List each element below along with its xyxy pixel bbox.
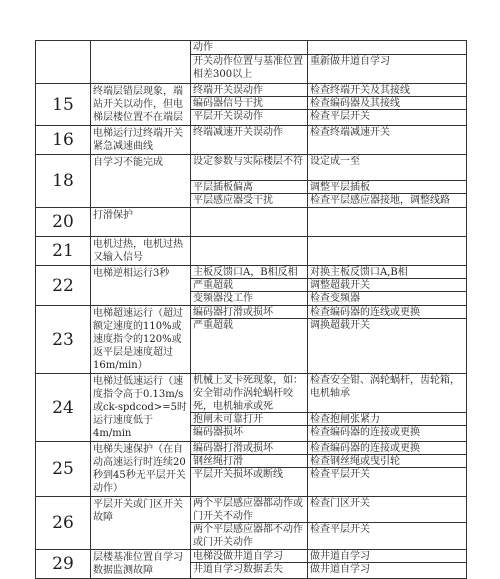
fix-cell: 调换超载开关 <box>310 320 370 331</box>
fix-cell: 检查安全钳、涡轮蜗杆，齿轮箱，电机轴承 <box>308 374 466 413</box>
table-row <box>36 237 466 266</box>
fix-column <box>308 208 466 236</box>
fault-number: 22 <box>36 266 91 305</box>
fix-cell <box>308 237 466 263</box>
fault-description: 电梯失速保护（在自动高速运行时连续20秒到45秒无平层开关动作） <box>91 442 191 496</box>
cause-column <box>191 442 308 496</box>
fix-cell: 检查变频器 <box>310 293 360 304</box>
cause-cell: 两个平层感应器都动作或门开关不动作 <box>191 497 307 523</box>
cause-cell: 钢丝绳打滑 <box>191 455 307 468</box>
cause-cell: 编码器损坏 <box>193 427 243 438</box>
fix-cell: 检查平层感应器接地，调整线路 <box>310 195 450 206</box>
table-row <box>36 126 466 155</box>
cause-cell: 两个平层感应器都不动作或门开关动作 <box>193 524 303 548</box>
fix-cell: 检查平层开关 <box>310 469 370 480</box>
fix-cell: 检查编码器的连接或更换 <box>308 442 466 455</box>
fix-cell: 调整平层插板 <box>308 181 466 194</box>
fix-column <box>308 155 466 207</box>
cause-column <box>191 550 308 578</box>
fix-column <box>308 306 466 373</box>
fault-number: 18 <box>36 155 91 207</box>
cause-cell: 设定参数与实际楼层不符 <box>191 155 307 181</box>
cause-cell: 主板反馈口A，B相反相 <box>191 266 307 279</box>
fault-number: 20 <box>36 208 91 236</box>
fault-description: 打滑保护 <box>91 208 191 236</box>
fix-column <box>308 550 466 578</box>
fix-column <box>308 266 466 305</box>
table-row <box>36 155 466 208</box>
cause-cell: 平层插板偏离 <box>191 181 307 194</box>
fault-description: 电梯运行过终端开关紧急减速曲线 <box>91 126 191 154</box>
fault-number: 25 <box>36 442 91 496</box>
fix-cell: 检查平层开关 <box>310 524 370 535</box>
cause-column <box>191 266 308 305</box>
cause-cell: 电梯没做井道自学习 <box>191 550 307 563</box>
fix-cell: 对换主板反馈口A,B相 <box>308 266 466 279</box>
fix-cell: 检查平层开关 <box>310 111 370 122</box>
cause-cell: 动作 <box>191 41 307 55</box>
fault-description: 电梯超速运行（超过额定速度的110%或速度指令的120%或返平层是速度超过16m/min） <box>91 306 191 373</box>
table-row <box>36 497 466 550</box>
fault-number: 29 <box>36 550 91 578</box>
cause-cell: 抱闸未可靠打开 <box>191 413 307 426</box>
cause-column <box>191 155 308 207</box>
cause-cell <box>191 237 307 263</box>
fault-number: 21 <box>36 237 91 265</box>
cause-column <box>191 306 308 373</box>
fix-column <box>308 237 466 265</box>
cause-cell: 编码器打滑或损坏 <box>191 442 307 455</box>
fault-description: 层楼基准位置自学习数据监测故障 <box>91 550 191 578</box>
fix-cell: 检查抱闸张紧力 <box>308 413 466 426</box>
fix-cell <box>308 208 466 236</box>
fault-description: 自学习不能完成 <box>91 155 191 207</box>
cause-cell: 终端减速开关误动作 <box>193 127 283 138</box>
fix-column <box>308 126 466 154</box>
cause-cell: 开关动作位置与基准位置相差300以上 <box>193 56 303 80</box>
fix-cell: 检查编码器的连接或更换 <box>310 427 420 438</box>
fix-cell: 重新做井道自学习 <box>310 56 390 67</box>
fix-cell: 检查终端减速开关 <box>310 127 390 138</box>
fault-description <box>91 41 191 83</box>
cause-cell: 终端开关误动作 <box>191 84 307 97</box>
cause-column <box>191 497 308 549</box>
cause-cell: 编码器打滑或损坏 <box>191 306 307 319</box>
fix-column <box>308 442 466 496</box>
cause-column <box>191 237 308 265</box>
fault-description: 平层开关或门区开关故障 <box>91 497 191 549</box>
fix-cell: 做井道自学习 <box>308 550 466 563</box>
table-row <box>36 306 466 374</box>
fix-column <box>308 41 466 83</box>
fix-column <box>308 497 466 549</box>
fix-cell: 做井道自学习 <box>310 564 370 575</box>
cause-column <box>191 84 308 125</box>
fix-cell: 检查编码器及其接线 <box>308 97 466 110</box>
fault-description: 电机过热，电机过热又输入信号 <box>91 237 191 265</box>
table-row <box>36 41 466 84</box>
cause-cell: 井道自学习数据丢失 <box>193 564 283 575</box>
cause-cell: 严重超载 <box>193 320 233 331</box>
fault-description: 电梯逆相运行3秒 <box>91 266 191 305</box>
cause-cell: 变频器没工作 <box>193 293 253 304</box>
fix-cell: 检查终端开关及其接线 <box>308 84 466 97</box>
fix-cell <box>308 41 466 55</box>
fault-number: 26 <box>36 497 91 549</box>
fix-cell: 设定成一至 <box>308 155 466 181</box>
table-row <box>36 84 466 126</box>
fault-description: 终端层错层现象，端站开关以动作，但电梯层楼位置不在端层 <box>91 84 191 125</box>
cause-column <box>191 126 308 154</box>
cause-cell: 机械上叉卡死现象，如：安全钳动作涡轮蜗杆咬死，电机轴承或死 <box>191 374 307 413</box>
table-row <box>36 442 466 497</box>
fix-column <box>308 374 466 441</box>
cause-cell <box>191 208 307 236</box>
cause-column <box>191 41 308 83</box>
fault-number: 24 <box>36 374 91 441</box>
fault-number: 23 <box>36 306 91 373</box>
fault-table <box>35 40 467 579</box>
table-row <box>36 266 466 306</box>
cause-column <box>191 208 308 236</box>
fix-cell: 检查门区开关 <box>308 497 466 523</box>
table-row <box>36 374 466 442</box>
fault-number: 16 <box>36 126 91 154</box>
cause-cell: 编码器信号干扰 <box>191 97 307 110</box>
fix-column <box>308 84 466 125</box>
cause-cell: 平层开关误动作 <box>193 111 263 122</box>
fault-number <box>36 41 91 83</box>
cause-column <box>191 374 308 441</box>
cause-cell: 严重超载 <box>191 279 307 292</box>
fix-cell: 调整超载开关 <box>308 279 466 292</box>
fix-cell: 检查编码器的连线或更换 <box>308 306 466 319</box>
fault-description: 电梯过低速运行（速度指令高于0.13m/s或ck-spdcod>=5时运行速度低于4m/min <box>91 374 191 441</box>
fix-cell: 检查钢丝绳或曳引轮 <box>308 455 466 468</box>
cause-cell: 平层开关损坏或断线 <box>193 469 283 480</box>
table-row <box>36 208 466 237</box>
fault-number: 15 <box>36 84 91 125</box>
cause-cell: 平层感应器受干扰 <box>193 195 273 206</box>
